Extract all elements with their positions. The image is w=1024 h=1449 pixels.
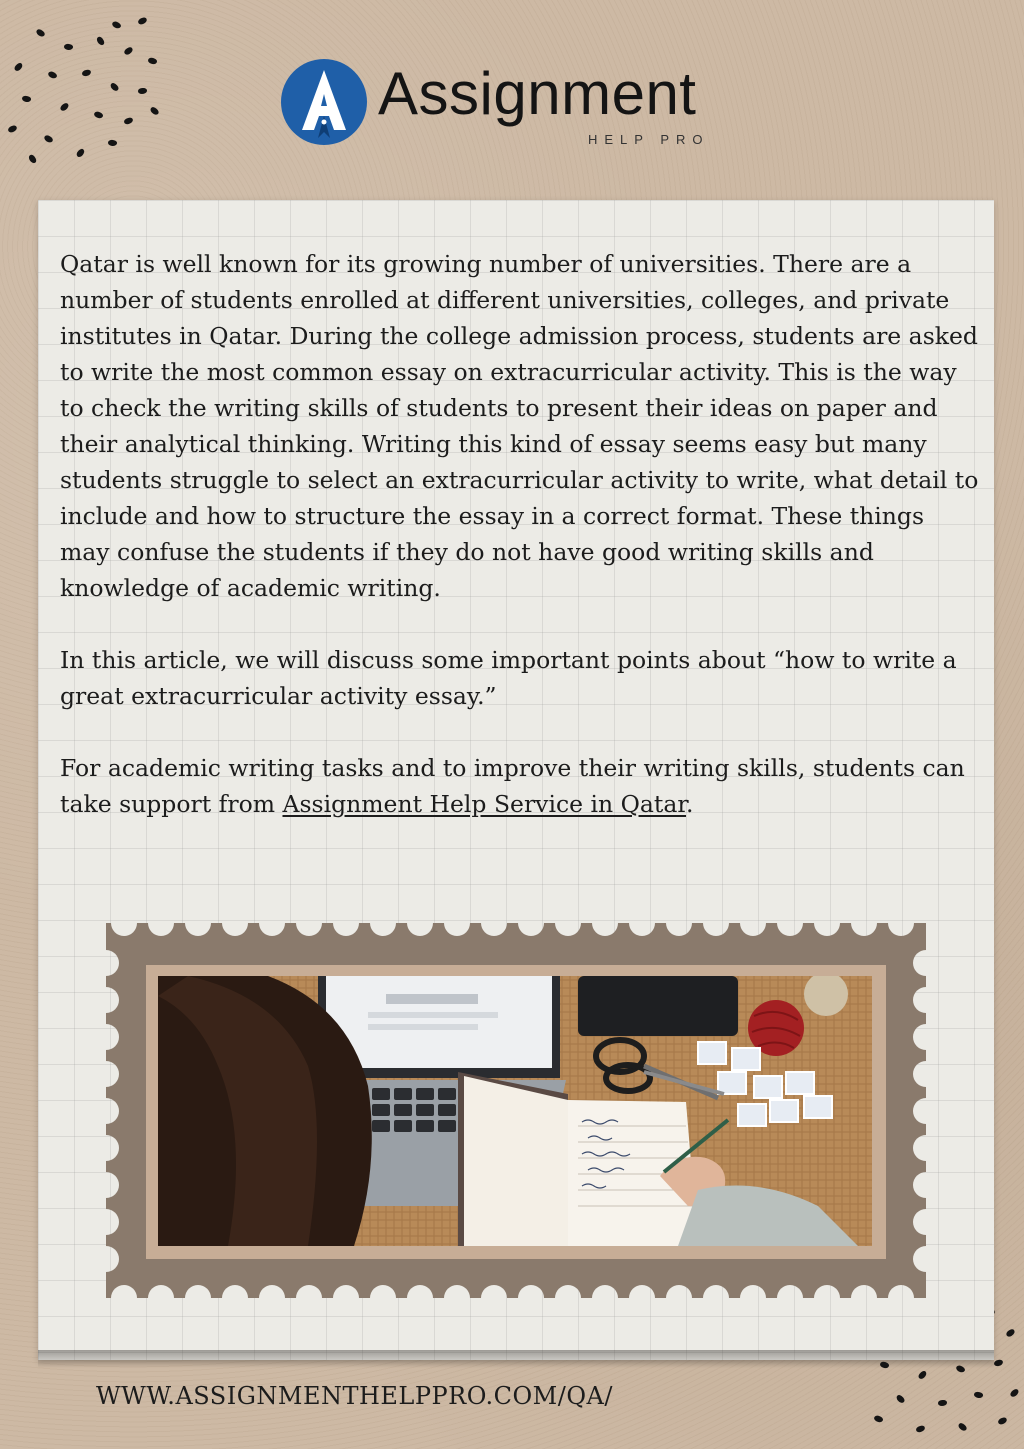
article-paragraph-intro: Qatar is well known for its growing number of universities. There are a number of students enrolled at different universities, colleges, and private institutes in Qatar. During the college admission process, students are asked to write the most common essay on extracurricular activity. This is the way to check the writing skills of students to present their ideas on paper and their analytical thinking. Writing this kind of essay seems easy but many students struggle to select an extracurricular activity to write, what detail to include and how to structure the essay in a correct format. These things may confuse the students if they do not have good writing skills and knowledge of academic writing. bbox=[60, 250, 979, 602]
pen-nib-logo-icon bbox=[278, 56, 370, 148]
footer-website-url: WWW.ASSIGNMENTHELPPRO.COM/QA/ bbox=[96, 1382, 613, 1410]
article-paragraph-support bbox=[60, 750, 980, 822]
brand-tagline: HELP PRO bbox=[588, 132, 710, 147]
paper-torn-edge-shadow bbox=[38, 1350, 994, 1368]
article-body bbox=[60, 246, 980, 858]
assignment-help-service-link[interactable]: Assignment Help Service in Qatar bbox=[282, 790, 687, 818]
desk-scene-illustration bbox=[158, 976, 872, 1246]
support-text-suffix: . bbox=[686, 790, 694, 818]
student-writing-photo bbox=[158, 976, 872, 1246]
brand-name: Assignment bbox=[378, 60, 697, 127]
support-text-prefix: For academic writing tasks and to improve their writing skills, students can take support from bbox=[60, 754, 965, 818]
decorative-dots-top-left bbox=[0, 0, 170, 170]
article-paragraph-purpose: In this article, we will discuss some important points about “how to write a great extracurricular activity essay.” bbox=[60, 646, 957, 710]
brand-logo bbox=[278, 56, 758, 156]
